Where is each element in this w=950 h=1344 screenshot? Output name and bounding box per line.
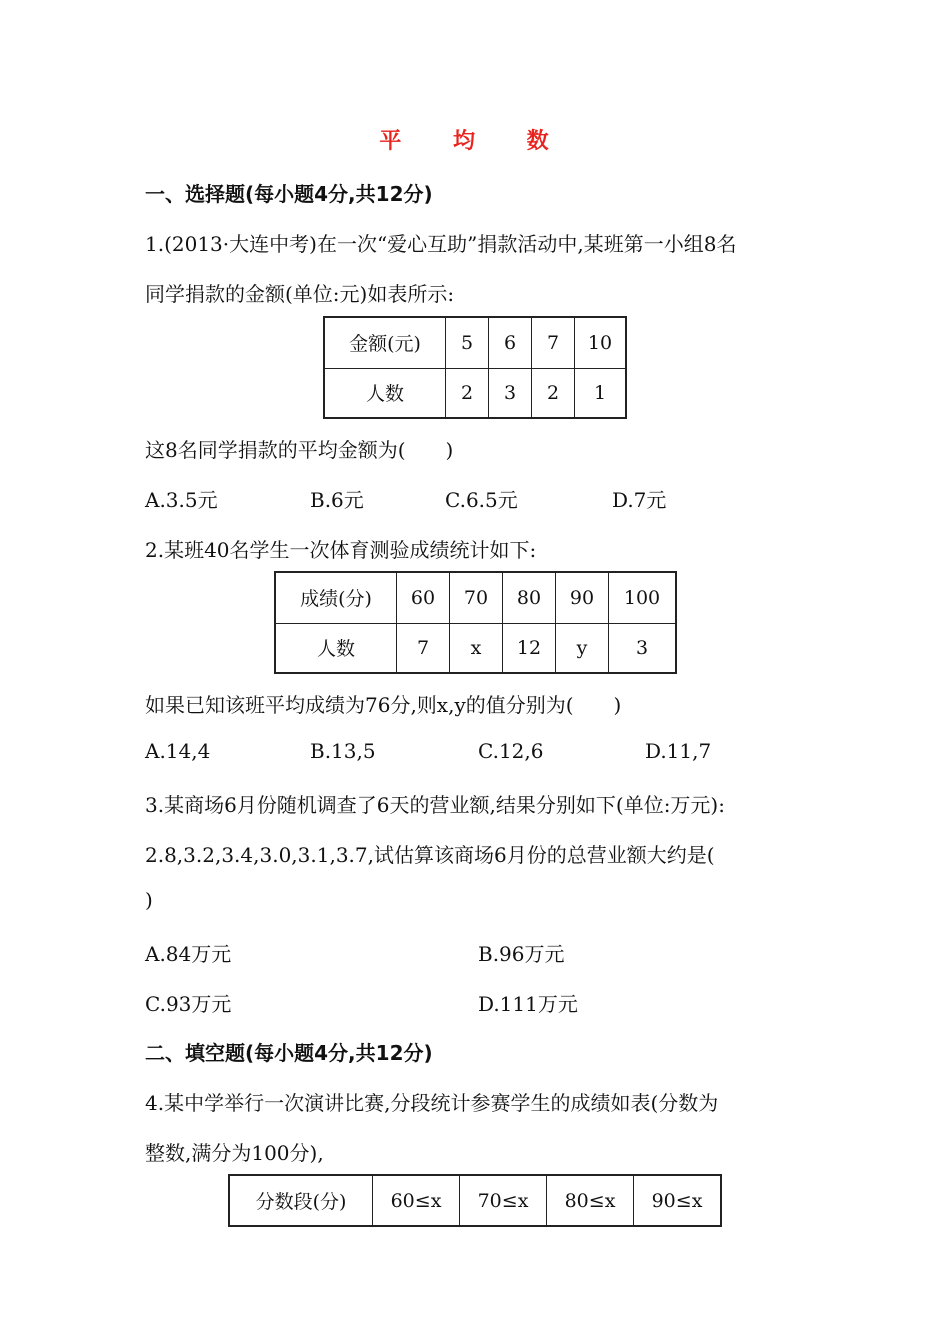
q1-table [323,316,627,419]
table-cell: 70 [450,572,503,623]
q1-text-line1: 1.(2013·大连中考)在一次“爱心互助”捐款活动中,某班第一小组8名 [145,232,737,256]
table-cell: 80≤x [547,1175,634,1226]
q1-option-b: B.6元 [310,488,364,512]
table-cell: 90≤x [634,1175,722,1226]
table-cell: 60 [397,572,450,623]
table-cell: 12 [503,623,556,673]
q3-text-line3: ) [145,888,153,912]
table-cell: 金额(元) [324,317,446,368]
table-cell: 2 [532,368,575,418]
table-cell: 7 [397,623,450,673]
q2-option-a: A.14,4 [145,739,211,763]
table-cell: 成绩(分) [275,572,397,623]
table-cell: 70≤x [460,1175,547,1226]
q2-option-d: D.11,7 [645,739,712,763]
table-cell: 6 [489,317,532,368]
table-cell: 3 [609,623,677,673]
q4-text-line1: 4.某中学举行一次演讲比赛,分段统计参赛学生的成绩如表(分数为 [145,1091,719,1115]
table-cell: 100 [609,572,677,623]
q2-option-c: C.12,6 [478,739,544,763]
table-cell: 人数 [275,623,397,673]
q2-text-line1: 2.某班40名学生一次体育测验成绩统计如下: [145,538,537,562]
table-cell: 7 [532,317,575,368]
q3-text-line1: 3.某商场6月份随机调查了6天的营业额,结果分别如下(单位:万元): [145,793,725,817]
table-cell: 分数段(分) [229,1175,373,1226]
table-cell: 人数 [324,368,446,418]
table-cell: 1 [575,368,627,418]
q1-text-line2: 同学捐款的金额(单位:元)如表所示: [145,282,455,306]
section-heading-choice: 一、选择题(每小题4分,共12分) [145,182,433,206]
table-cell: 3 [489,368,532,418]
q4-table [228,1174,722,1227]
table-cell: 10 [575,317,627,368]
page-title: 平 均 数 [379,128,571,154]
q3-option-a: A.84万元 [145,942,232,966]
q4-text-line2: 整数,满分为100分), [145,1141,324,1165]
q2-table [274,571,677,674]
q1-option-a: A.3.5元 [145,488,218,512]
q2-question: 如果已知该班平均成绩为76分,则x,y的值分别为( ) [145,693,622,717]
q1-option-c: C.6.5元 [445,488,518,512]
table-cell: 2 [446,368,489,418]
section-heading-fill: 二、填空题(每小题4分,共12分) [145,1041,433,1065]
table-cell: 60≤x [373,1175,460,1226]
q3-text-line2: 2.8,3.2,3.4,3.0,3.1,3.7,试估算该商场6月份的总营业额大约是( [145,843,715,867]
table-cell: y [556,623,609,673]
q2-option-b: B.13,5 [310,739,376,763]
q3-option-c: C.93万元 [145,992,232,1016]
q1-option-d: D.7元 [612,488,667,512]
q1-question: 这8名同学捐款的平均金额为( ) [145,438,454,462]
table-cell: 90 [556,572,609,623]
table-cell: 5 [446,317,489,368]
table-cell: 80 [503,572,556,623]
q3-option-d: D.111万元 [478,992,578,1016]
q3-option-b: B.96万元 [478,942,565,966]
table-cell: x [450,623,503,673]
